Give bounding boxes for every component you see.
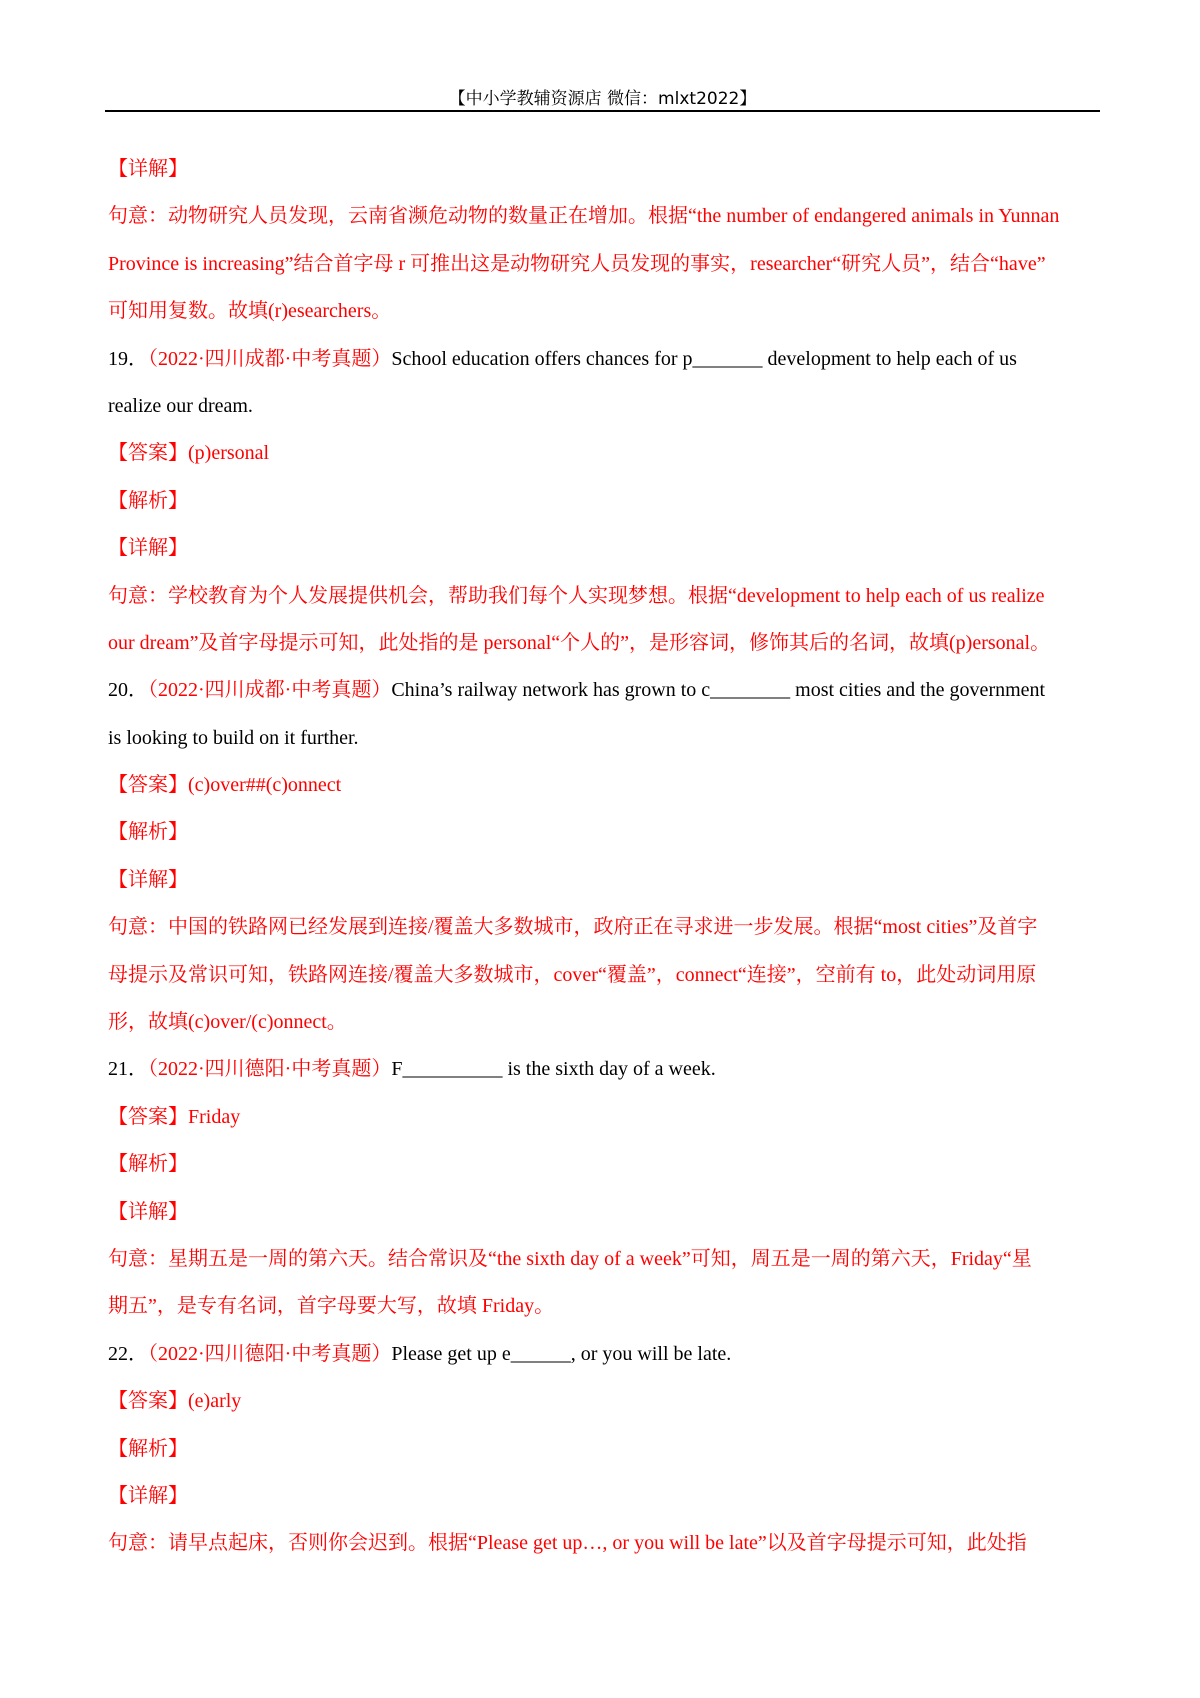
answer-value: (c)over##(c)onnect (188, 774, 342, 797)
detail-label: 【详解】 (108, 1200, 188, 1223)
question-22 (108, 1331, 1098, 1378)
answer-line (108, 1094, 1098, 1141)
detail-text: 母提示及常识可知，铁路网连接/覆盖大多数城市，cover“覆盖”，connect“连接”，空前有 to，此处动词用原 (108, 963, 1037, 986)
page-header: 【中小学教辅资源店 微信：mlxt2022】 (448, 89, 757, 109)
detail-text: our dream”及首字母提示可知，此处指的是 personal“个人的”，是形容词，修饰其后的名词，故填(p)ersonal。 (108, 631, 1051, 654)
question-source: （2022·四川成都·中考真题） (148, 679, 392, 702)
analysis-label: 【解析】 (108, 1437, 188, 1460)
question-stem-continued: realize our dream. (108, 394, 253, 417)
detail-text: 句意：学校教育为个人发展提供机会，帮助我们每个人实现梦想。根据“development to help each of us realize (108, 584, 1045, 607)
detail-text: 句意：动物研究人员发现，云南省濒危动物的数量正在增加。根据“the number of endangered animals in Yunnan (108, 205, 1060, 228)
detail-text: 可知用复数。故填(r)esearchers。 (108, 300, 392, 323)
question-stem: China’s railway network has grown to c________ most cities and the government (391, 679, 1046, 702)
detail-text: Province is increasing”结合首字母 r 可推出这是动物研究人员发现的事实，researcher“研究人员”，结合“have” (108, 252, 1046, 275)
detail-text: 句意：星期五是一周的第六天。结合常识及“the sixth day of a week”可知，周五是一周的第六天，Friday“星 (108, 1247, 1032, 1270)
question-number: 22． (108, 1342, 148, 1365)
question-number: 20． (108, 679, 148, 702)
detail-text: 期五”，是专有名词，首字母要大写，故填 Friday。 (108, 1295, 555, 1318)
analysis-label: 【解析】 (108, 821, 188, 844)
question-21 (108, 1046, 1098, 1093)
answer-value: (p)ersonal (188, 442, 270, 465)
answer-label: 【答案】 (108, 774, 188, 797)
detail-label: 【详解】 (108, 1484, 188, 1507)
question-source: （2022·四川德阳·中考真题） (148, 1058, 392, 1081)
detail-label: 【详解】 (108, 158, 188, 180)
analysis-label: 【解析】 (108, 489, 188, 512)
answer-line (108, 762, 1098, 809)
question-source: （2022·四川德阳·中考真题） (148, 1342, 392, 1365)
question-20 (108, 667, 1098, 714)
question-stem: Please get up e______, or you will be late. (391, 1342, 732, 1365)
question-number: 21． (108, 1058, 148, 1081)
question-stem: F__________ is the sixth day of a week. (391, 1058, 716, 1081)
detail-label: 【详解】 (108, 868, 188, 891)
detail-text: 句意：中国的铁路网已经发展到连接/覆盖大多数城市，政府正在寻求进一步发展。根据“most cities”及首字 (108, 916, 1038, 939)
analysis-label: 【解析】 (108, 1153, 188, 1176)
answer-label: 【答案】 (108, 1390, 188, 1413)
question-stem-continued: is looking to build on it further. (108, 726, 359, 749)
answer-value: (e)arly (188, 1390, 242, 1413)
question-number: 19． (108, 347, 148, 370)
answer-label: 【答案】 (108, 1105, 188, 1128)
header-rule (105, 110, 1100, 112)
question-source: （2022·四川成都·中考真题） (148, 347, 392, 370)
answer-line (108, 430, 1098, 477)
detail-text: 句意：请早点起床，否则你会迟到。根据“Please get up…, or you will be late”以及首字母提示可知，此处指 (108, 1532, 1027, 1555)
answer-line (108, 1378, 1098, 1425)
question-stem: School education offers chances for p_______ development to help each of us (391, 347, 1017, 370)
detail-label: 【详解】 (108, 537, 188, 560)
detail-text: 形，故填(c)over/(c)onnect。 (108, 1011, 347, 1034)
answer-label: 【答案】 (108, 442, 188, 465)
document-body (108, 146, 1098, 1568)
question-19 (108, 336, 1098, 383)
answer-value: Friday (188, 1105, 241, 1128)
